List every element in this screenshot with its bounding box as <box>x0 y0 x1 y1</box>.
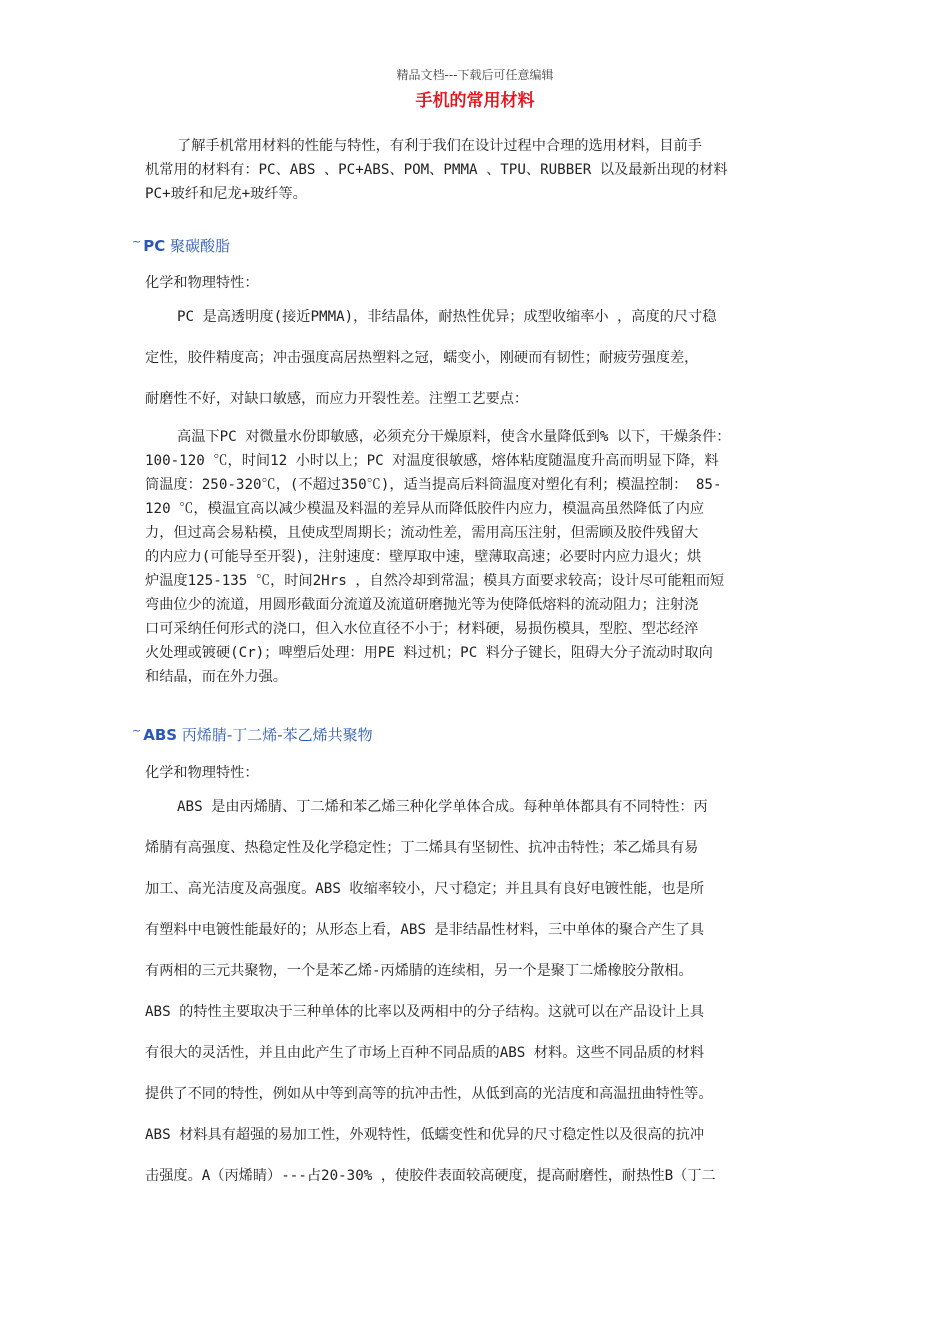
pc-para2-line: 弯曲位少的流道，用圆形截面分流道及流道研磨抛光等为使降低熔料的流动阻力；注射浇 <box>145 597 699 613</box>
pc-para1-line: PC 是高透明度(接近PMMA)，非结晶体，耐热性优异；成型收缩率小 ，高度的尺寸稳 <box>177 309 717 325</box>
tilde-marker-icon: ~ <box>132 724 142 737</box>
pc-heading-name: 聚碳酸脂 <box>170 237 231 255</box>
pc-paragraph-2 <box>145 425 810 689</box>
pc-para2-line: 120 ℃，模温宜高以减少模温及料温的差异从而降低胶件内应力，模温高虽然降低了内应 <box>145 501 705 517</box>
abs-heading-abbr: ABS <box>143 726 178 744</box>
document-title: 手机的常用材料 <box>415 91 535 111</box>
pc-para2-line: 口可采纳任何形式的浇口，但入水位直径不小于；材料硬，易损伤模具，型腔、型芯经淬 <box>145 621 699 637</box>
pc-para1-line: 定性，胶件精度高；冲击强度高居热塑料之冠，蠕变小，刚硬而有韧性；耐疲劳强度差， <box>145 350 699 366</box>
abs-properties-label: 化学和物理特性： <box>145 765 259 781</box>
pc-paragraph-1 <box>145 297 810 420</box>
abs-para-line: ABS 是由丙烯腈、丁二烯和苯乙烯三种化学单体合成。每种单体都具有不同特性：丙 <box>177 799 708 815</box>
abs-heading-name: 丙烯腈-丁二烯-苯乙烯共聚物 <box>181 726 373 744</box>
abs-paragraph <box>145 787 810 1197</box>
abs-para-line: 提供了不同的特性，例如从中等到高等的抗冲击性，从低到高的光洁度和高温扭曲特性等。 <box>145 1086 713 1102</box>
intro-line: 了解手机常用材料的性能与特性，有利于我们在设计过程中合理的选用材料，目前手 <box>177 138 702 154</box>
abs-para-line: 烯腈有高强度、热稳定性及化学稳定性；丁二烯具有坚韧性、抗冲击特性；苯乙烯具有易 <box>145 840 699 856</box>
intro-line: 机常用的材料有：PC、ABS 、PC+ABS、POM、PMMA 、TPU、RUBBER 以及最新出现的材料 <box>145 162 728 178</box>
pc-section-heading <box>132 235 230 256</box>
tilde-marker-icon: ~ <box>132 235 142 248</box>
intro-paragraph <box>145 134 810 206</box>
pc-heading-abbr: PC <box>143 237 166 255</box>
header-note: 精品文档---下载后可任意编辑 <box>396 68 554 82</box>
pc-para2-line: 高温下PC 对微量水份即敏感，必须充分干燥原料，使含水量降低到% 以下，干燥条件： <box>177 429 731 445</box>
pc-para2-line: 筒温度：250-320℃，(不超过350℃)，适当提高后料筒温度对塑化有利；模温控制： 85- <box>145 477 722 493</box>
pc-para2-line: 的内应力(可能导至开裂)，注射速度：壁厚取中速，壁薄取高速；必要时内应力退火；烘 <box>145 549 702 565</box>
pc-para1-line: 耐磨性不好，对缺口敏感，而应力开裂性差。注塑工艺要点： <box>145 391 529 407</box>
abs-section-heading <box>132 724 373 745</box>
pc-para2-line: 力，但过高会易粘模，且使成型周期长；流动性差，需用高压注射，但需顾及胶件残留大 <box>145 525 699 541</box>
intro-line: PC+玻纤和尼龙+玻纤等。 <box>145 186 307 202</box>
pc-para2-line: 和结晶，而在外力强。 <box>145 669 287 685</box>
abs-para-line: 有两相的三元共聚物，一个是苯乙烯-丙烯腈的连续相，另一个是聚丁二烯橡胶分散相。 <box>145 963 693 979</box>
abs-para-line: 有很大的灵活性，并且由此产生了市场上百种不同品质的ABS 材料。这些不同品质的材料 <box>145 1045 705 1061</box>
abs-para-line: 加工、高光洁度及高强度。ABS 收缩率较小，尺寸稳定；并且具有良好电镀性能，也是所 <box>145 881 705 897</box>
pc-para2-line: 100-120 ℃，时间12 小时以上；PC 对温度很敏感，熔体粘度随温度升高而明显下降，料 <box>145 453 719 469</box>
abs-para-line: 击强度。A（丙烯睛）---占20-30% ，使胶件表面较高硬度，提高耐磨性，耐热性B（丁二 <box>145 1168 716 1184</box>
abs-para-line: 有塑料中电镀性能最好的；从形态上看，ABS 是非结晶性材料，三中单体的聚合产生了具 <box>145 922 705 938</box>
pc-para2-line: 炉温度125-135 ℃，时间2Hrs ，自然冷却到常温；模具方面要求较高；设计尽可能粗而短 <box>145 573 725 589</box>
abs-para-line: ABS 材料具有超强的易加工性，外观特性，低蠕变性和优异的尺寸稳定性以及很高的抗冲 <box>145 1127 705 1143</box>
pc-properties-label: 化学和物理特性： <box>145 275 259 291</box>
pc-para2-line: 火处理或镀硬(Cr)；啤塑后处理：用PE 料过机；PC 料分子键长，阻碍大分子流动时取向 <box>145 645 713 661</box>
abs-para-line: ABS 的特性主要取决于三种单体的比率以及两相中的分子结构。这就可以在产品设计上具 <box>145 1004 705 1020</box>
